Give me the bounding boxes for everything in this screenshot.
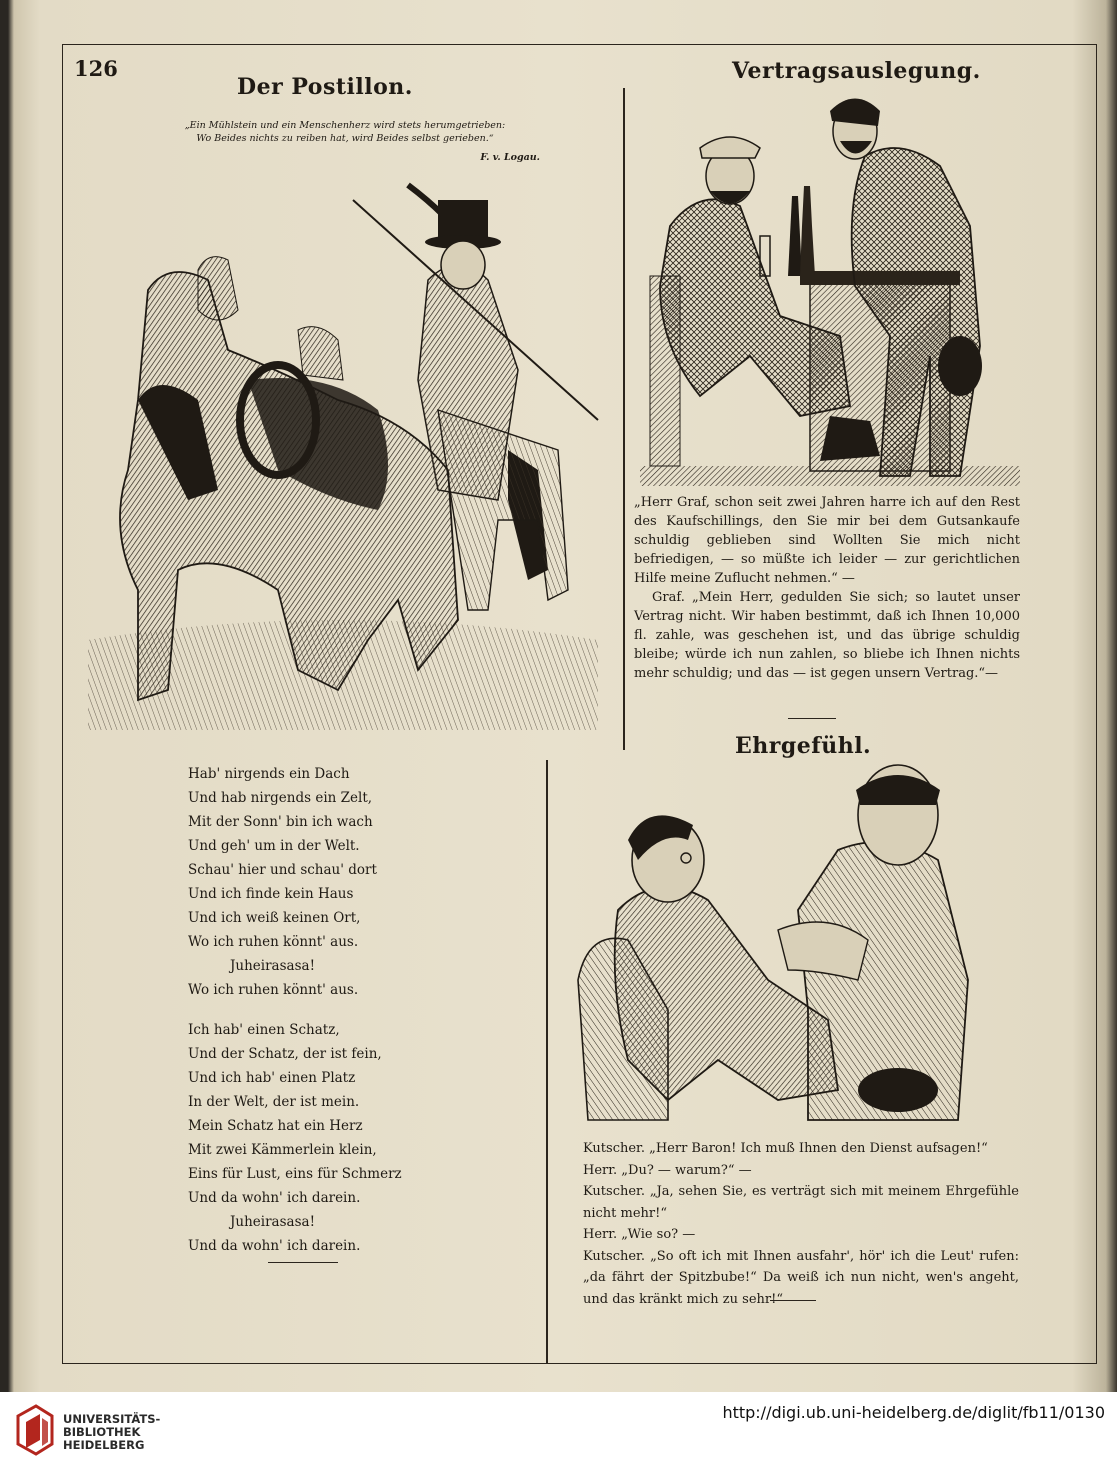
column-divider-bottom [546, 760, 548, 1364]
poem-line: In der Welt, der ist mein. [188, 1094, 360, 1110]
library-line: HEIDELBERG [63, 1438, 145, 1452]
ehrgefuehl-engraving [568, 760, 1008, 1132]
postillon-illustration [78, 170, 608, 730]
page-number: 126 [74, 56, 118, 81]
postillon-title: Der Postillon. [237, 74, 413, 100]
poem-line: Und hab nirgends ein Zelt, [188, 790, 373, 806]
poem-line: Mein Schatz hat ein Herz [188, 1118, 363, 1134]
poem-line: Wo ich ruhen könnt' aus. [188, 982, 359, 998]
postillon-poem [188, 762, 518, 1258]
motto-line: „Ein Mühlstein und ein Menschenherz wird stets herumgetrieben: [184, 120, 506, 131]
vertrag-paragraph: Graf. „Mein Herr, gedulden Sie sich; so lautet unser Vertrag nicht. Wir haben bestimmt, daß ich Ihnen 10,000 fl. zahle, was geschehen ist, und das übrige schuldig bleibe; würde ich nun zahlen, so bliebe ich Ihnen nichts mehr schuldig; und das — ist gegen unsern Vertrag.“— [634, 590, 1020, 681]
poem-line: Schau' hier und schau' dort [188, 862, 377, 878]
library-name [63, 1413, 160, 1452]
motto-author: F. v. Logau. [480, 152, 540, 163]
poem-line: Juheirasasa! [230, 958, 315, 974]
ehrgefuehl-illustration [568, 760, 1008, 1132]
motto-line: Wo Beides nichts zu reiben hat, wird Beides selbst gerieben.“ [196, 133, 494, 144]
poem-line: Und ich hab' einen Platz [188, 1070, 356, 1086]
dialog-line: Kutscher. „So oft ich mit Ihnen ausfahr', hör' ich die Leut' rufen: „da fährt der Spitzbube!“ Da weiß ich nun nicht, wen's angeht, und das kränkt mich zu sehr!“ [583, 1248, 1019, 1307]
column-divider-top [623, 88, 625, 750]
ehrgefuehl-title: Ehrgefühl. [735, 733, 872, 759]
library-line: UNIVERSITÄTS- [63, 1412, 161, 1426]
poem-line: Und geh' um in der Welt. [188, 838, 360, 854]
poem-line: Und ich finde kein Haus [188, 886, 354, 902]
dialog-line: Herr. „Du? — warum?“ — [583, 1162, 752, 1178]
poem-line: Ich hab' einen Schatz, [188, 1022, 340, 1038]
source-url: http://digi.ub.uni-heidelberg.de/diglit/fb11/0130 [722, 1403, 1105, 1422]
poem-line: Mit der Sonn' bin ich wach [188, 814, 373, 830]
poem-line: Und da wohn' ich darein. [188, 1190, 361, 1206]
section-divider [788, 718, 836, 719]
vertrag-engraving [640, 86, 1020, 486]
poem-line: Hab' nirgends ein Dach [188, 766, 350, 782]
motto [150, 119, 540, 145]
vertrag-illustration [640, 86, 1020, 486]
ehrgefuehl-text [583, 1138, 1019, 1310]
poem-line: Und da wohn' ich darein. [188, 1238, 361, 1254]
poem-line: Wo ich ruhen könnt' aus. [188, 934, 359, 950]
poem-line: Und ich weiß keinen Ort, [188, 910, 361, 926]
dialog-line: Kutscher. „Herr Baron! Ich muß Ihnen den Dienst aufsagen!“ [583, 1141, 988, 1156]
poem-line: Und der Schatz, der ist fein, [188, 1046, 382, 1062]
library-logo-icon [14, 1404, 56, 1456]
poem-line: Eins für Lust, eins für Schmerz [188, 1166, 402, 1182]
poem-line: Juheirasasa! [230, 1214, 315, 1230]
library-line: BIBLIOTHEK [63, 1425, 141, 1439]
vertrag-title: Vertragsauslegung. [732, 58, 981, 84]
poem-end-rule [268, 1262, 338, 1263]
poem-line: Mit zwei Kämmerlein klein, [188, 1142, 377, 1158]
dialog-line: Herr. „Wie so? — [583, 1227, 696, 1242]
vertrag-paragraph: „Herr Graf, schon seit zwei Jahren harre ich auf den Rest des Kaufschillings, den Sie mir bei dem Gutsankaufe schuldig geblieben sind Wollten Sie mich nicht befriedigen, — so müßte ich leider — zur gerichtlichen Hilfe meine Zuflucht nehmen.“ — [634, 495, 1020, 586]
stanza-gap [188, 1002, 518, 1018]
dialog-line: Kutscher. „Ja, sehen Sie, es verträgt sich mit meinem Ehrgefühle nicht mehr!“ [583, 1184, 1019, 1221]
postillon-engraving [78, 170, 608, 730]
vertrag-text [634, 493, 1020, 683]
